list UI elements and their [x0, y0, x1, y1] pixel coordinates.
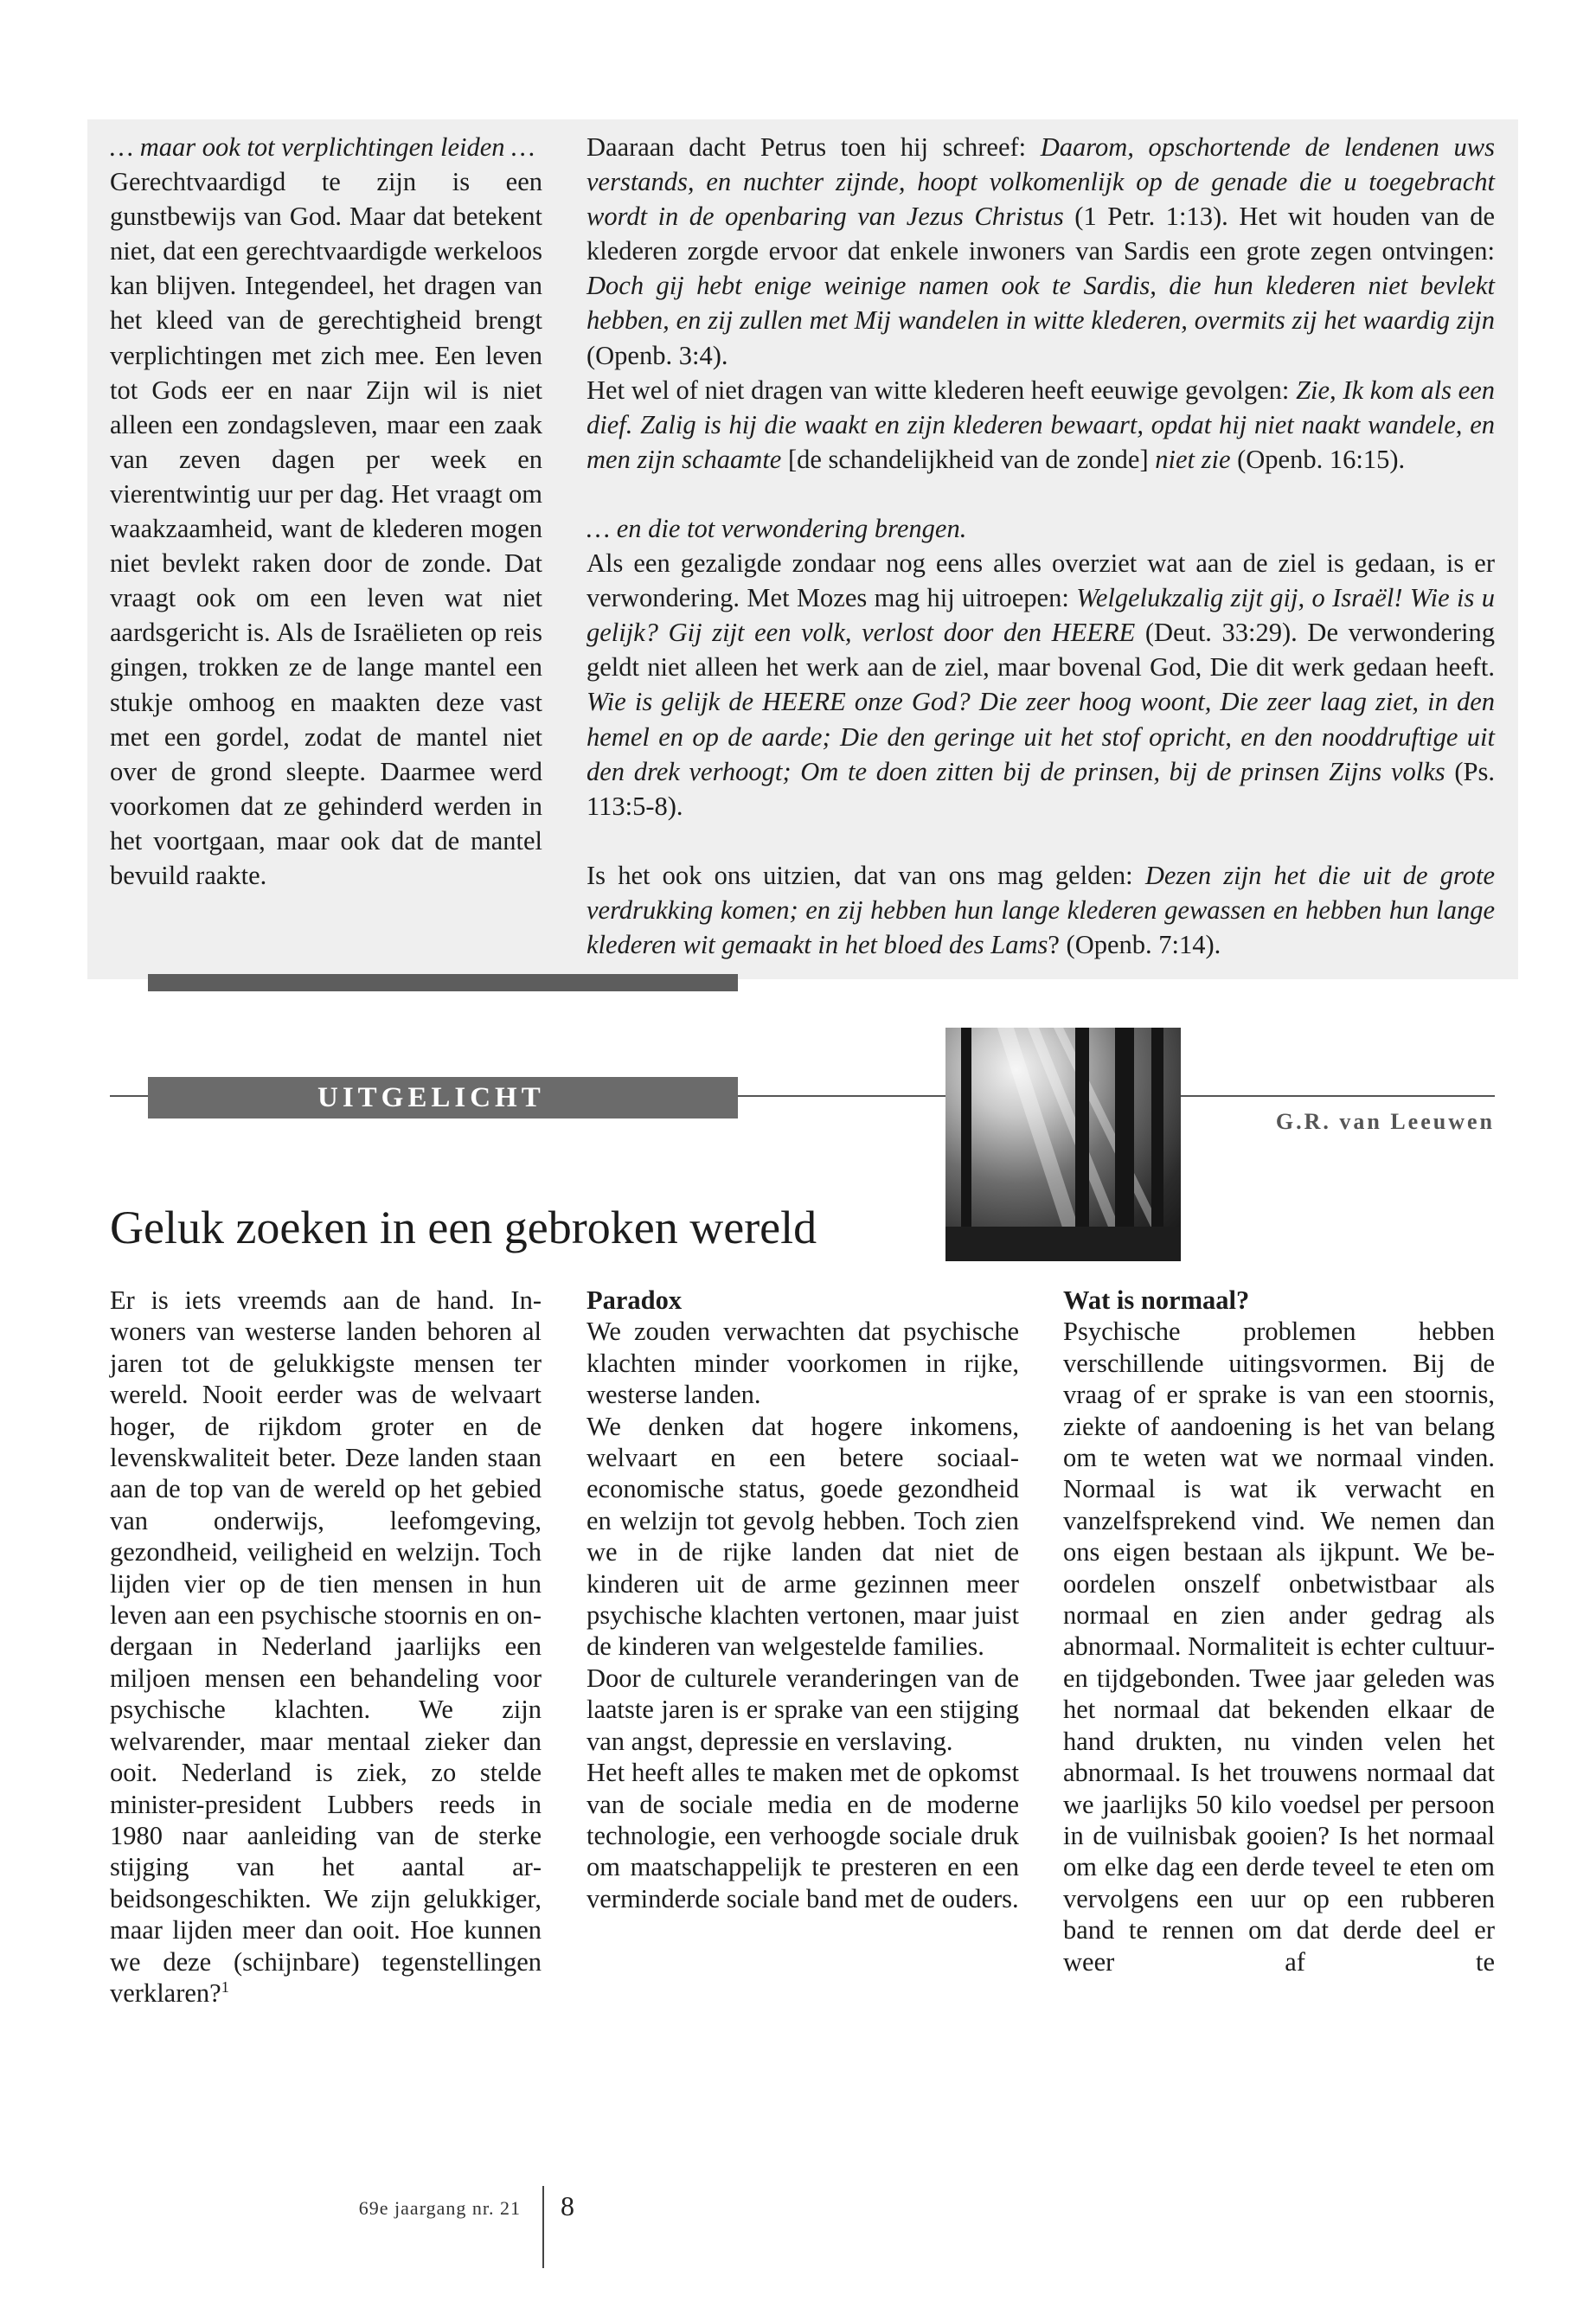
- section-label: UITGELICHT: [148, 1077, 738, 1118]
- section-divider-bar: [148, 974, 738, 991]
- header-rule-right: [1181, 1095, 1495, 1097]
- article-column-1: [110, 1285, 542, 2009]
- article-column-3: [1063, 1285, 1495, 1977]
- top-right-paragraph-1: Daaraan dacht Petrus toen hij schreef: Daarom, opschortende de lendenen uws verstands, en nuchter zijnde, hoopt volkomenlijk op de genade die u toegebracht wordt in de openbaring van Jezus Christus (1 Petr. 1:13). Het wit houden van de klederen zorgde ervoor dat enkele inwoners van Sardis een grote zegen ontvingen: Doch gij hebt enige weinige namen ook te Sardis, die hun klederen niet bevlekt hebben, en zij zullen met Mij wandelen in witte klederen, overmits zij het waardig zijn (Openb. 3:4).: [586, 132, 1496, 370]
- top-right-paragraph-4: Is het ook ons uitzien, dat van ons mag gelden: Dezen zijn het die uit de grote verdrukking komen; en zij hebben hun lange klederen gewassen en hebben hun lange klederen wit gemaakt in het bloed des Lams? (Openb. 7:14).: [586, 860, 1496, 959]
- forest-photo: [945, 1028, 1181, 1261]
- footnote-marker: 1: [221, 1977, 229, 1996]
- top-right-paragraph-2: Het wel of niet dragen van witte klederen heeft eeuwige gevolgen: Zie, Ik kom als een dief. Zalig is hij die waakt en zijn klederen bewaart, opdat hij niet naakt wandele, en men zijn schaamte [de schandelijkheid van de zonde] niet zie (Openb. 16:15).: [586, 375, 1495, 474]
- article-col1-paragraph: Er is iets vreemds aan de hand. Inwoners van westerse landen behoren al jaren tot de gelukkigste mensen ter wereld. Nooit eerder was de welvaart hoger, de rijkdom groter en de levenskwaliteit beter. Deze landen staan aan de top van de wereld op het gebied van onderwijs, leefomgeving, gezondheid, veiligheid en welzijn. Toch lijden vier op de tien mensen in hun leven aan een psychische stoornis en ondergaan in Nederland jaarlijks een miljoen mensen een behandeling voor psychische klachten. We zijn welvarender, maar mentaal zieker dan ooit. Nederland is ziek, zo stelde minister-president Lubbers reeds in 1980 naar aanleiding van de sterke stijging van het aantal arbeidsongeschikten. We zijn gelukkiger, maar lijden meer dan ooit. Hoe kunnen we deze (schijnbare) tegenstellingen verklaren?$^1$: [110, 1285, 542, 2008]
- article-column-2: [586, 1285, 1019, 1914]
- normal-heading: Wat is normaal?: [1063, 1285, 1250, 1315]
- article-col2-paragraph-2: We denken dat hogere inkomens, welvaart en een betere sociaal-economische status, goede gezondheid en welzijn tot gevolg hebben. Toch zien we in de rijke landen dat niet de kinderen uit de arme gezinnen meer psychische klachten vertonen, maar juist de kinderen van welgestelde families.: [586, 1411, 1019, 1662]
- article-title: Geluk zoeken in een gebroken wereld: [110, 1202, 817, 1254]
- top-left-heading: … maar ook tot verplichtingen leiden …: [110, 132, 535, 162]
- top-left-column: [110, 130, 542, 893]
- article-col3-paragraph-1: Psychische problemen hebben verschillende uitingsvormen. Bij de vraag of er sprake is van een stoornis, ziekte of aandoening is het van belang om te weten wat we normaal vinden. Normaal is wat ik verwacht en vanzelfsprekend vind. We nemen dan ons eigen bestaan als ijkpunt. We beoordelen onszelf onbetwistbaar als normaal en zien ander gedrag als abnormaal. Normaliteit is echter cultuur- en tijdgebonden. Twee jaar geleden was het normaal dat bekenden elkaar de hand drukten, nu vinden velen het abnormaal. Is het trouwens normaal dat we jaarlijks 50 kilo voedsel per persoon in de vuilnisbak gooien? Is het normaal om elke dag een derde teveel te eten om vervolgens een uur op een rubberen band te rennen om dat derde deel er weer af te: [1063, 1317, 1495, 1977]
- top-left-paragraph: Gerechtvaardigd te zijn is een gunstbewijs van God. Maar dat betekent niet, dat een gerechtvaardigde werkeloos kan blijven. Integendeel, het dragen van het kleed van de gerechtigheid brengt verplichtingen met zich mee. Een leven tot Gods eer en naar Zijn wil is niet alleen een zondagsleven, maar een zaak van zeven dagen per week en vierentwintig uur per dag. Het vraagt om waakzaamheid, want de klederen mogen niet bevlekt raken door de zonde. Dat vraagt ook om een leven wat niet aardsgericht is. Als de Israëlieten op reis gingen, trokken ze de lange mantel een stukje omhoog en maakten deze vast met een gordel, zodat de mantel niet over de grond sleepte. Daarmee werd voorkomen dat ze gehinderd werden in het voortgaan, maar ook dat de mantel bevuild raakte.: [110, 167, 542, 890]
- page-number: 8: [561, 2190, 574, 2221]
- article-col2-paragraph-4: Het heeft alles te maken met de opkomst van de sociale media en de moderne technologie, een verhoogde sociale druk om maatschappelijk te presteren en een verminderde sociale band met de ouders.: [586, 1758, 1019, 1913]
- top-right-column: [586, 130, 1495, 962]
- author-name: G.R. van Leeuwen: [1275, 1109, 1495, 1134]
- paradox-heading: Paradox: [586, 1285, 683, 1315]
- article-col2-paragraph-1: We zouden verwachten dat psychische klachten minder voorkomen in rijke, westerse landen.: [586, 1317, 1019, 1410]
- journal-issue: 69e jaargang nr. 21: [358, 2197, 521, 2219]
- top-right-subheading: … en die tot verwondering brengen.: [586, 513, 967, 543]
- top-right-paragraph-3: Als een gezaligde zondaar nog eens alles overziet wat aan de ziel is gedaan, is er verwondering. Met Mozes mag hij uitroepen: Welgelukzalig zijt gij, o Israël! Wie is u gelijk? Gij zijt een volk, verlost door den HEERE (Deut. 33:29). De verwondering geldt niet alleen het werk aan de ziel, maar bovenal God, Die dit werk gedaan heeft. Wie is gelijk de HEERE onze God? Die zeer hoog woont, Die zeer laag ziet, in den hemel en op de aarde; Die den geringe uit het stof opricht, en den nooddruftige uit den drek verhoogt; Om te doen zitten bij de prinsen, bij de prinsen Zijns volks (Ps. 113:5-8).: [586, 548, 1495, 821]
- footer-divider: [542, 2186, 544, 2268]
- article-col2-paragraph-3: Door de culturele veranderingen van de laatste jaren is er sprake van een stijging van angst, depressie en verslaving.: [586, 1663, 1019, 1756]
